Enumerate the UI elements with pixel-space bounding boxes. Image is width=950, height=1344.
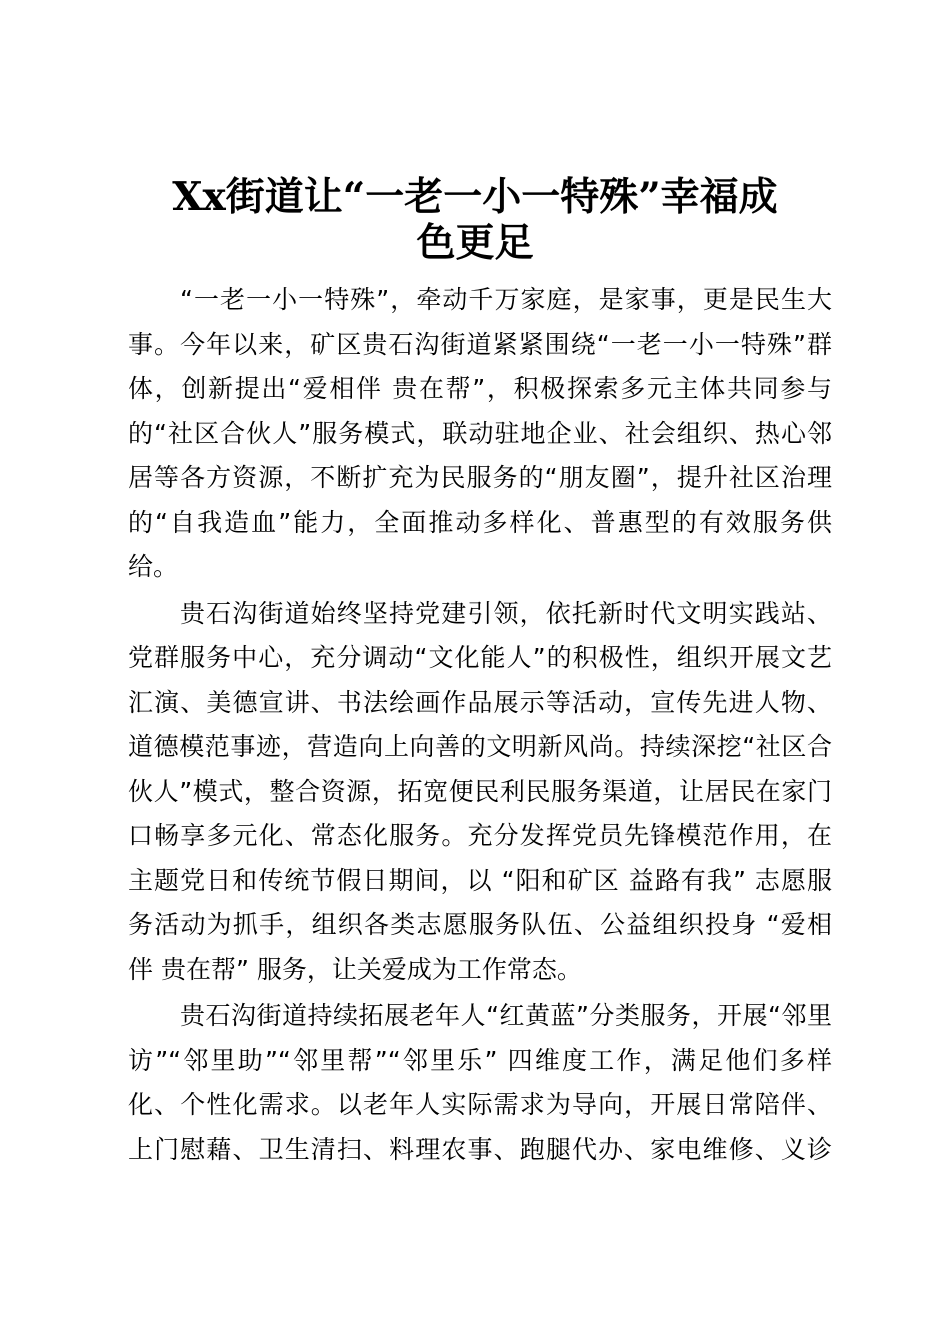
document-body (128, 278, 832, 1174)
text-line: 党群服务中心，充分调动“文化能人”的积极性，组织开展文艺 (128, 643, 832, 672)
text-line: 事。今年以来，矿区贵石沟街道紧紧围绕“一老一小一特殊”群 (128, 329, 832, 359)
text-line: 主题党日和传统节假日期间，以 “阳和矿区 益路有我” 志愿服 (128, 865, 832, 895)
text-line: 贵石沟街道持续拓展老年人“红黄蓝”分类服务，开展“邻里 (180, 1001, 832, 1030)
text-line: 访”“邻里助”“邻里帮”“邻里乐” 四维度工作，满足他们多样 (128, 1045, 832, 1075)
text-line: 道德模范事迹，营造向上向善的文明新风尚。持续深挖“社区合 (128, 732, 832, 761)
text-line: 的“自我造血”能力，全面推动多样化、普惠型的有效服务供 (128, 507, 832, 537)
paragraph (128, 994, 832, 1172)
text-line: 口畅享多元化、常态化服务。充分发挥党员先锋模范作用，在 (128, 821, 832, 850)
text-line: 汇演、美德宣讲、书法绘画作品展示等活动，宣传先进人物、 (128, 687, 832, 717)
document-title (120, 174, 830, 266)
text-line: 贵石沟街道始终坚持党建引领，依托新时代文明实践站、 (180, 598, 832, 628)
text-line: 的“社区合伙人”服务模式，联动驻地企业、社会组织、热心邻 (128, 418, 832, 448)
paragraph (128, 592, 832, 993)
text-line: 伴 贵在帮” 服务，让关爱成为工作常态。 (128, 954, 582, 984)
text-line: 上门慰藉、卫生清扫、料理农事、跑腿代办、家电维修、义诊 (128, 1134, 832, 1164)
paragraph (128, 278, 832, 590)
text-line: 居等各方资源，不断扩充为民服务的“朋友圈”，提升社区治理 (128, 463, 832, 492)
text-line: 化、个性化需求。以老年人实际需求为导向，开展日常陪伴、 (128, 1090, 832, 1119)
title-line: 色更足 (416, 220, 534, 266)
text-line: 务活动为抓手，组织各类志愿服务队伍、公益组织投身 “爱相 (128, 910, 832, 939)
text-line: “一老一小一特殊”，牵动千万家庭，是家事，更是民生大 (180, 285, 832, 314)
title-line: Xx街道让“一老一小一特殊”幸福成 (172, 174, 778, 220)
text-line: 伙人”模式，整合资源，拓宽便民利民服务渠道，让居民在家门 (128, 776, 832, 806)
text-line: 体，创新提出“爱相伴 贵在帮”，积极探索多元主体共同参与 (128, 374, 832, 403)
text-line: 给。 (128, 552, 179, 581)
